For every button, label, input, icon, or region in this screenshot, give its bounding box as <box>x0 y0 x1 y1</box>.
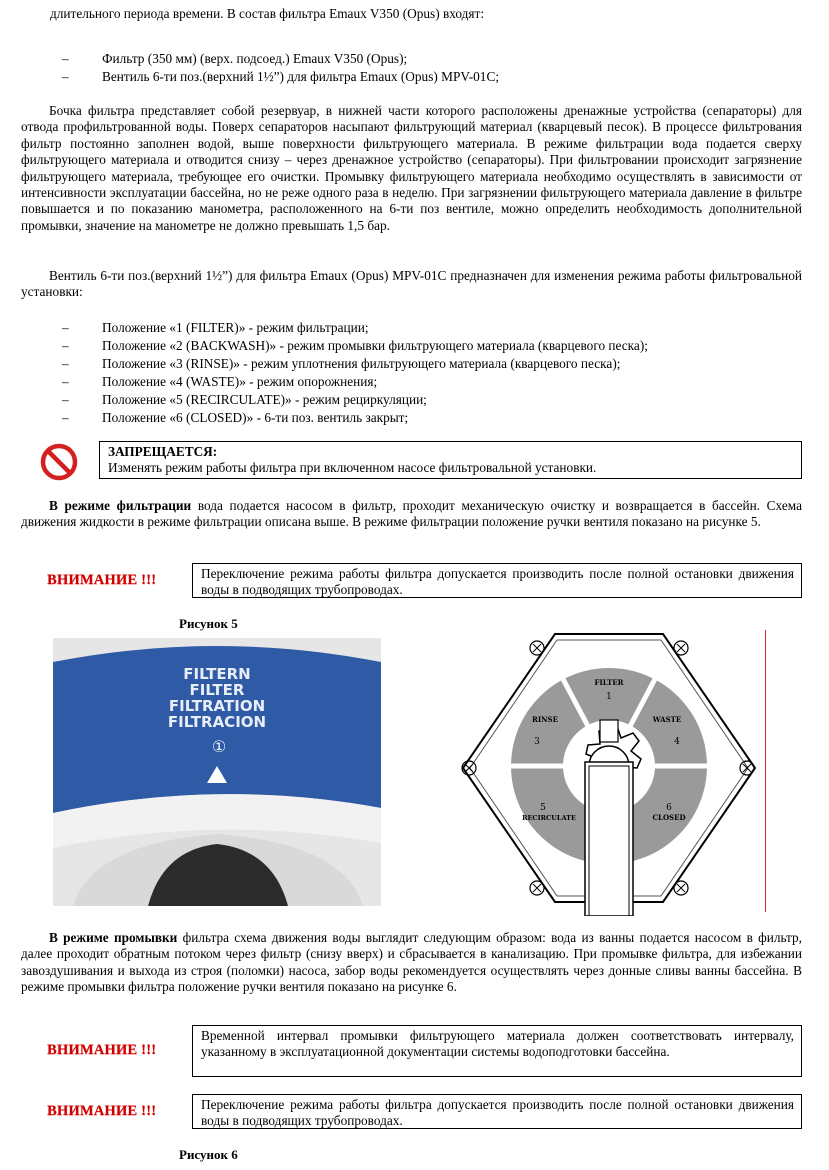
photo-label: FILTER <box>189 681 245 699</box>
list-item: – Вентиль 6-ти поз.(верхний 1½”) для фильтра Emaux (Opus) MPV-01C; <box>62 69 500 84</box>
attention-box: Переключение режима работы фильтра допускается производить после полной остановки движения воды в подводящих трубопроводах. <box>192 563 802 598</box>
valve-diagram <box>455 628 770 916</box>
sector-label: FILTER <box>594 678 624 687</box>
sector-number: 5 <box>540 803 546 813</box>
positions-list <box>45 320 805 428</box>
attention-box: Переключение режима работы фильтра допускается производить после полной остановки движения воды в подводящих трубопроводах. <box>192 1094 802 1129</box>
photo-label: FILTERN <box>183 665 251 683</box>
list-item: – Положение «1 (FILTER)» - режим фильтрации; <box>62 320 369 335</box>
sector-number: 1 <box>606 692 612 702</box>
sector-label: RECIRCULATE <box>522 814 576 822</box>
intro-line: длительного периода времени. В состав фильтра Emaux V350 (Opus) входят: <box>50 6 485 21</box>
photo-label: FILTRACION <box>167 713 267 731</box>
components-list <box>45 51 805 87</box>
attention-label: ВНИМАНИЕ !!! <box>47 1042 157 1058</box>
sector-number: 4 <box>674 737 680 747</box>
list-item: – Положение «2 (BACKWASH)» - режим промывки фильтрующего материала (кварцевого песка); <box>62 338 648 353</box>
list-item: – Фильтр (350 мм) (верх. подсоед.) Emaux V350 (Opus); <box>62 51 408 66</box>
paragraph-valve: Вентиль 6-ти поз.(верхний 1½”) для фильтра Emaux (Opus) MPV-01C предназначен для изменения режима работы фильтровальной установки: <box>21 268 802 300</box>
prohibited-box <box>99 441 802 479</box>
list-item: – Положение «5 (RECIRCULATE)» - режим рециркуляции; <box>62 392 427 407</box>
paragraph-backwash: В режиме промывки фильтра схема движения воды выглядит следующим образом: вода из ванны подается насосом в фильтр, далее проходит обратным потоком через фильтр (снизу вверх) и сбрасывается в канализацию. При промывке фильтра, для избежании завоздушивания и выхода из строя (поломки) насоса, забор воды рекомендуется осуществлять через донные сливы ванны бассейна. В режиме промывки фильтра положение ручки вентиля показано на рисунке 6. <box>21 930 802 995</box>
sector-label: RINSE <box>532 715 558 724</box>
figure-caption: Рисунок 6 <box>179 1147 238 1162</box>
photo-number: ① <box>211 737 227 756</box>
list-item: – Положение «3 (RINSE)» - режим уплотнения фильтрующего материала (кварцевого песка); <box>62 356 621 371</box>
prohibited-text: Изменять режим работы фильтра при включенном насосе фильтровальной установки. <box>108 460 597 476</box>
prohibition-icon <box>39 442 79 482</box>
attention-label: ВНИМАНИЕ !!! <box>47 1103 157 1119</box>
photo-label: FILTRATION <box>168 697 266 715</box>
attention-box: Временной интервал промывки фильтрующего материала должен соответствовать интервалу, указанному в эксплуатационной документации системы водоподготовки бассейна. <box>192 1025 802 1077</box>
paragraph-filtration: В режиме фильтрации вода подается насосом в фильтр, проходит механическую очистку и возвращается в бассейн. Схема движения жидкости в режиме фильтрации описана выше. В режиме фильтрации положение ручки вентиля показано на рисунке 5. <box>21 498 802 530</box>
list-item: – Положение «4 (WASTE)» - режим опорожнения; <box>62 374 378 389</box>
attention-label: ВНИМАНИЕ !!! <box>47 572 157 588</box>
figure-caption: Рисунок 5 <box>179 616 238 631</box>
valve-photo <box>53 638 381 906</box>
sector-number: 6 <box>666 803 672 813</box>
list-item: – Положение «6 (CLOSED)» - 6-ти поз. вентиль закрыт; <box>62 410 409 425</box>
sector-label: CLOSED <box>652 813 686 822</box>
sector-label: WASTE <box>652 715 682 724</box>
paragraph-tank: Бочка фильтра представляет собой резервуар, в нижней части которого расположены дренажные устройства (сепараторы) для отвода профильтрованной воды. Поверх сепараторов насыпают фильтрующий материал (кварцевый песок). В процессе фильтрования фильтр постоянно заполнен водой, выше поверхности фильтрующего материала. В режиме фильтрации вода подается сверху фильтрующего материала и отводится снизу – через дренажное устройство (сепараторы). При фильтровании происходит загрязнение фильтрующего материала, требующее его очистки. Промывку фильтрующего материала необходимо осуществлять в зависимости от интенсивности эксплуатации бассейна, но не реже одного раза в неделю. При загрязнении фильтрующего материала давление в фильтре повышается и по показанию манометра, расположенного на 6-ти поз вентиле, можно определить необходимость дополнительной промывки, значение на манометре не должно превышать 1,5 бар. <box>21 103 802 233</box>
red-guide-line <box>765 630 766 912</box>
prohibited-title: ЗАПРЕЩАЕТСЯ: <box>108 444 218 459</box>
sector-number: 3 <box>534 737 540 747</box>
